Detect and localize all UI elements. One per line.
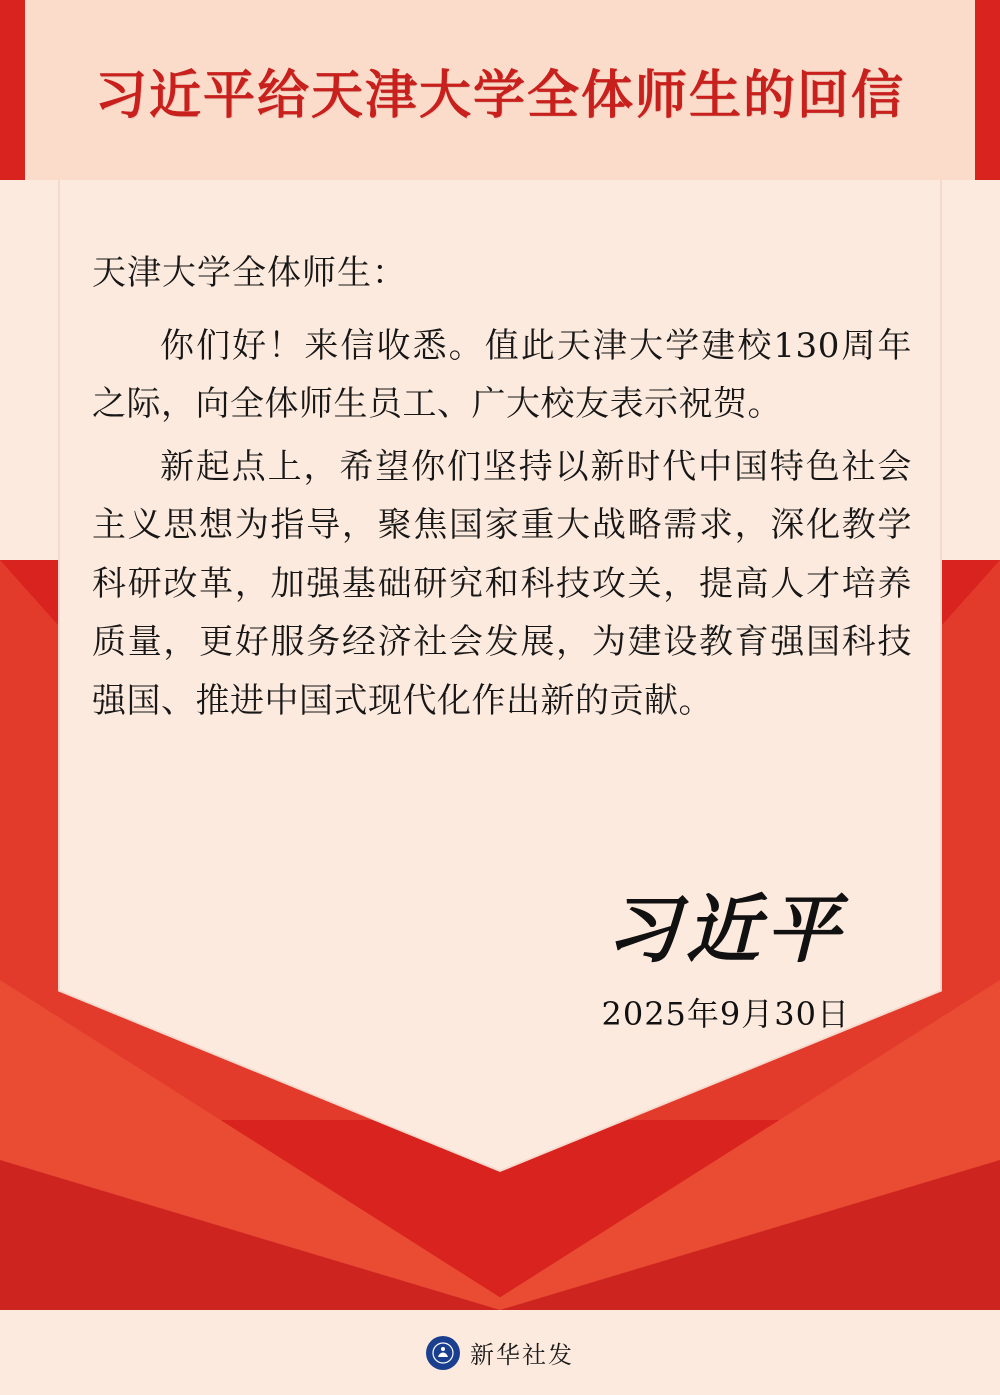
signature-name: 习近平 bbox=[605, 887, 846, 973]
footer-agency-text: 新华社发 bbox=[470, 1341, 574, 1369]
letter-salutation: 天津大学全体师生： bbox=[92, 253, 407, 293]
letter-paragraph: 你们好！来信收悉。值此天津大学建校130周年之际，向全体师生员工、广大校友表示祝贺。 bbox=[92, 326, 912, 425]
letter-content bbox=[92, 248, 912, 734]
header-side-right bbox=[975, 0, 1000, 180]
signature-block bbox=[601, 887, 850, 1035]
signature-date: 2025年9月30日 bbox=[601, 995, 850, 1034]
header-side-left bbox=[0, 0, 25, 180]
xinhua-logo-icon bbox=[426, 1336, 460, 1370]
footer-strip bbox=[0, 1310, 1000, 1395]
header-band bbox=[0, 0, 1000, 180]
page-title: 习近平给天津大学全体师生的回信 bbox=[94, 64, 905, 126]
letter-paragraph: 新起点上，希望你们坚持以新时代中国特色社会主义思想为指导，聚焦国家重大战略需求，深化教学科研改革，加强基础研究和科技攻关，提高人才培养质量，更好服务经济社会发展，为建设教育强国科技强国、推进中国式现代化作出新的贡献。 bbox=[92, 446, 912, 721]
